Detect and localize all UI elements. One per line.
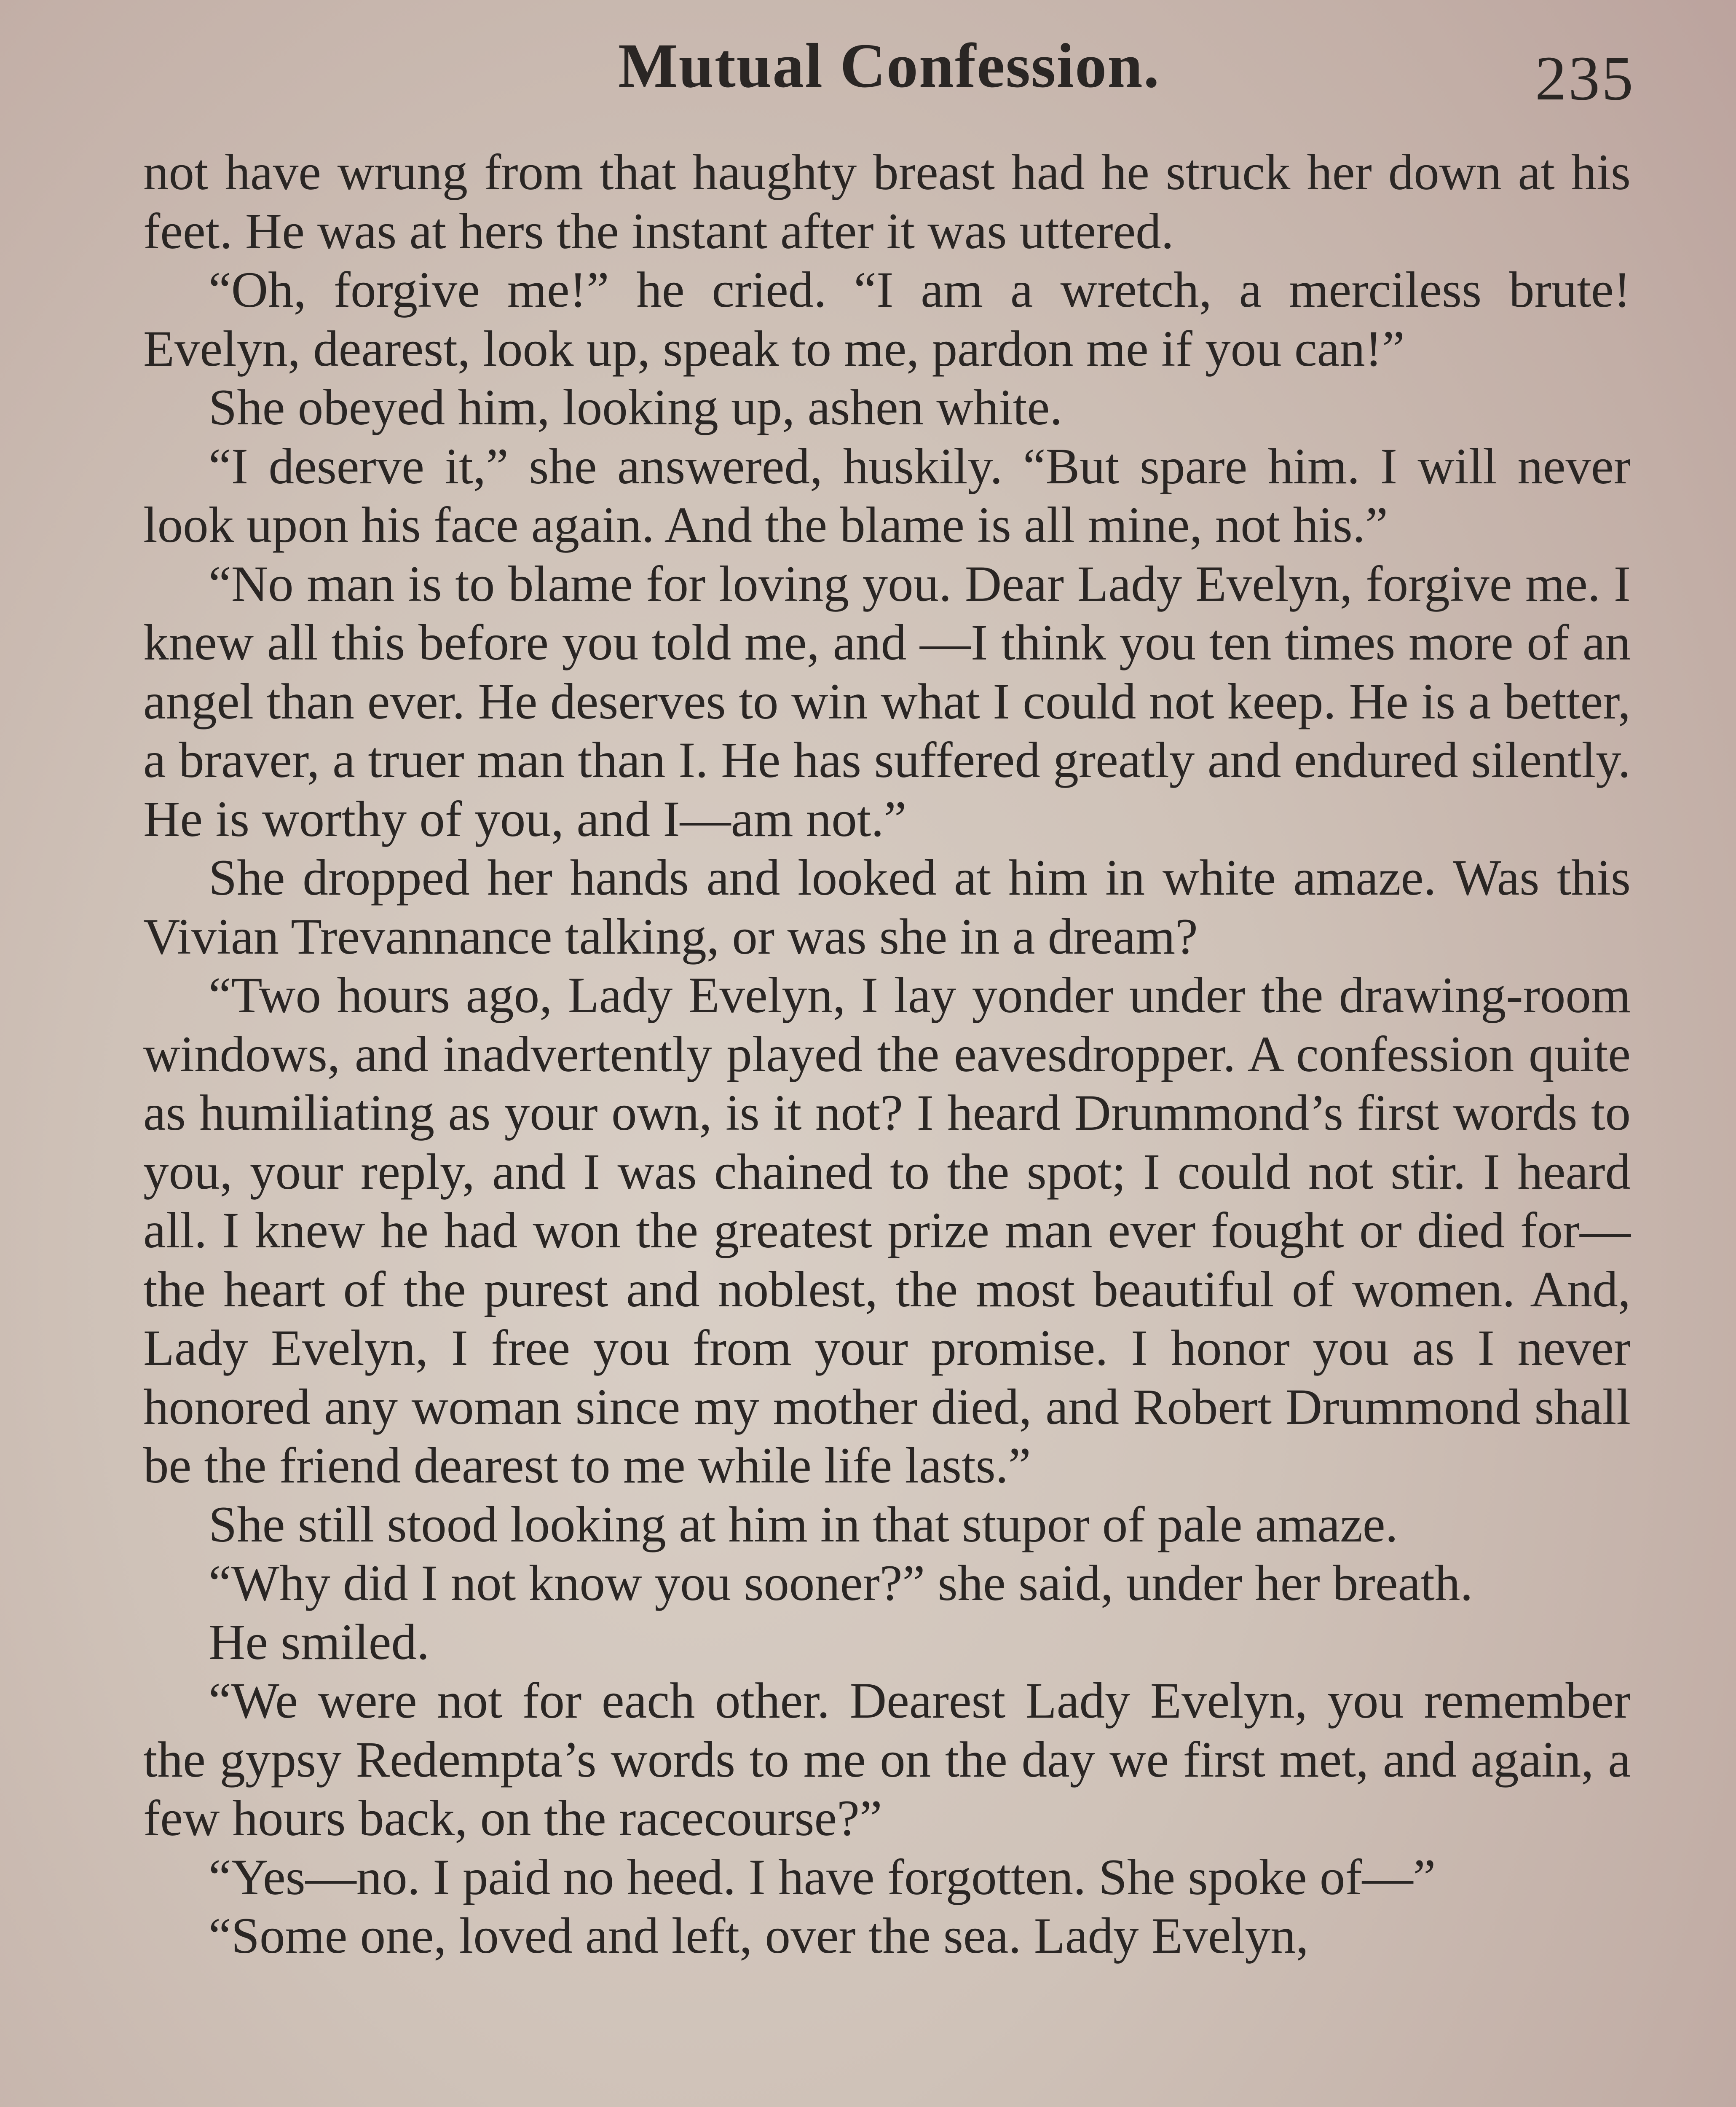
chapter-title: Mutual Confession. (618, 31, 1160, 101)
paragraph: She dropped her hands and looked at him in white amaze. Was this Vivian Trevannance talking, or was she in a dream? (143, 850, 1631, 965)
paragraph: “Two hours ago, Lady Evelyn, I lay yonder under the drawing-room windows, and inadvertently played the eavesdropper. A confession quite as humiliating as your own, is it not? I heard Drummond’s first words to you, your reply, and I was chained to the spot; I could not stir. I heard all. I knew he had won the greatest prize man ever fought or died for—the heart of the purest and noblest, the most beautiful of women. And, Lady Evelyn, I free you from your promise. I honor you as I never honored any woman since my mother died, and Robert Drummond shall be the friend dearest to me while life lasts.” (143, 967, 1631, 1494)
paragraph: “I deserve it,” she answered, huskily. “But spare him. I will never look upon his face again. And the blame is all mine, not his.” (143, 438, 1631, 553)
paragraph: She still stood looking at him in that stupor of pale amaze. (209, 1496, 1398, 1553)
paragraph: not have wrung from that haughty breast had he struck her down at his feet. He was at hers the instant after it was uttered. (143, 144, 1631, 260)
paragraph: “Why did I not know you sooner?” she said, under her breath. (209, 1555, 1473, 1611)
body-text (143, 143, 1631, 1966)
running-header (143, 17, 1635, 113)
paragraph: “Oh, forgive me!” he cried. “I am a wretch, a merciless brute! Evelyn, dearest, look up, speak to me, pardon me if you can!” (143, 262, 1631, 377)
paragraph: She obeyed him, looking up, ashen white. (209, 379, 1063, 436)
paragraph: “We were not for each other. Dearest Lady Evelyn, you remember the gypsy Redempta’s words to me on the day we first met, and again, a few hours back, on the racecourse?” (143, 1673, 1631, 1847)
page-number: 235 (1535, 43, 1635, 113)
paragraph: “No man is to blame for loving you. Dear Lady Evelyn, forgive me. I knew all this before you told me, and —I think you ten times more of an angel than ever. He deserves to win what I could not keep. He is a better, a braver, a truer man than I. He has suffered greatly and endured silently. He is worthy of you, and I—am not.” (143, 555, 1631, 847)
paragraph: “Some one, loved and left, over the sea. Lady Evelyn, (209, 1908, 1309, 1964)
paragraph: “Yes—no. I paid no heed. I have forgotten. She spoke of—” (209, 1849, 1436, 1906)
paragraph: He smiled. (209, 1614, 430, 1670)
